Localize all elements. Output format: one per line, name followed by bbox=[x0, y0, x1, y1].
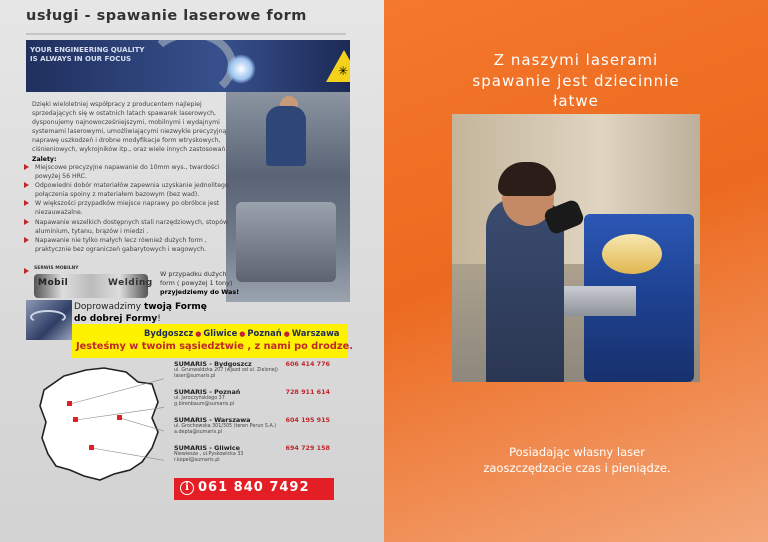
location-marker bbox=[89, 445, 94, 450]
branch-address: ul. Jaroczyńskiego 37 bbox=[174, 396, 225, 401]
mobile-welding-logo bbox=[24, 266, 153, 300]
poland-map bbox=[34, 362, 164, 486]
location-marker bbox=[73, 417, 78, 422]
car-shine bbox=[30, 310, 66, 324]
location-marker bbox=[67, 401, 72, 406]
note-line: W przypadku dużych bbox=[160, 270, 227, 278]
branch-email: g.birenbaum@sumaris.pl bbox=[174, 402, 235, 408]
invite-suffix: ! bbox=[157, 313, 161, 324]
branch-phone: 728 911 614 bbox=[285, 388, 330, 396]
list-item bbox=[24, 163, 234, 181]
branch-email: r.kopel@sumaris.pl bbox=[174, 458, 220, 464]
page-title bbox=[26, 8, 342, 34]
welding-hose-graphic bbox=[146, 40, 236, 92]
invite-bold: twoją Formę bbox=[143, 302, 207, 312]
invite-bold: do dobrej Formy bbox=[74, 313, 158, 324]
city-list bbox=[144, 328, 339, 338]
branch-address: Niewiesze , ul.Pyskowicka 33 bbox=[174, 452, 244, 457]
title-text: usługi - spawanie laserowe form bbox=[26, 8, 307, 24]
red-arrow-icon bbox=[24, 182, 29, 188]
branch-warszawa bbox=[174, 416, 350, 444]
list-item bbox=[24, 199, 234, 217]
logo-word-welding: Welding bbox=[108, 278, 153, 288]
red-arrow-icon bbox=[24, 164, 29, 170]
boy-at-laser-photo bbox=[452, 114, 700, 382]
technician-body bbox=[266, 106, 306, 166]
branch-gliwice bbox=[174, 444, 350, 472]
slogan: Posiadając własny laser zaoszczędzacie czas i pieniądze. bbox=[483, 445, 671, 475]
list-item-text: Napawanie nie tylko małych lecz również dużych form , praktycznie bez ograniczeń gabarytowych i wagowych. bbox=[35, 236, 207, 253]
mold-machine bbox=[236, 202, 336, 282]
branch-phone: 606 414 776 bbox=[285, 360, 330, 368]
city-name: Bydgoszcz bbox=[144, 328, 194, 338]
info-icon: i bbox=[180, 481, 194, 495]
note-bold: przyjedziemy do Was! bbox=[160, 287, 240, 296]
technician-photo bbox=[226, 92, 350, 302]
advantages-label: Zalety: bbox=[32, 155, 57, 163]
list-item-text: Odpowiedni dobór materiałów zapewnia uzyskanie jednolitego połączenia spoiny z materiałem bazowym (bez wad). bbox=[35, 182, 229, 199]
headline: Z naszymi laserami spawanie jest dziecinnie łatwe bbox=[472, 51, 680, 110]
list-item bbox=[24, 181, 234, 199]
title-divider bbox=[26, 33, 346, 35]
city-name: Gliwice bbox=[203, 328, 238, 338]
red-arrow-icon bbox=[24, 219, 29, 225]
list-item-text: Miejscowe precyzyjne napawanie do 10mm wys., twardości powyżej 56 HRC. bbox=[35, 164, 220, 181]
note-line: form ( powyżej 1 tony) bbox=[160, 278, 233, 287]
banner-image bbox=[26, 40, 350, 92]
red-arrow-icon bbox=[24, 237, 29, 243]
city-name: Warszawa bbox=[291, 328, 340, 338]
bullet-dot-icon: ● bbox=[283, 330, 290, 338]
branch-name: SUMARIS - Gliwice bbox=[174, 444, 240, 452]
advantages-list bbox=[24, 163, 234, 254]
locations-banner bbox=[72, 324, 353, 358]
branch-email: laser@sumaris.pl bbox=[174, 374, 216, 380]
laser-glow-graphic bbox=[226, 54, 256, 84]
branch-bydgoszcz bbox=[174, 360, 350, 388]
branch-phone: 604 195 915 bbox=[285, 416, 330, 424]
branch-name: SUMARIS - Bydgoszcz bbox=[174, 360, 252, 368]
near-you-text: Jesteśmy w twoim sąsiedztwie , z nami po drodze. bbox=[76, 341, 353, 352]
intro-paragraph bbox=[32, 100, 228, 164]
invite-text bbox=[74, 302, 274, 325]
mobile-note bbox=[160, 270, 244, 296]
list-item bbox=[24, 218, 234, 236]
branch-address: ul. Grunwaldzka 207 (wjazd od ul. Zielonej) bbox=[174, 368, 278, 373]
list-item-text: W większości przypadków miejsce naprawy po obróbce jest niezauważalne. bbox=[35, 200, 220, 217]
list-item-text: Napawanie wszelkich dostępnych stali narzędziowych, stopów aluminium, tytanu, brązów i miedzi . bbox=[35, 218, 229, 235]
bullet-dot-icon: ● bbox=[239, 330, 246, 338]
intro-text: Dzięki wieloletniej współpracy z producentem najlepiej sprzedających się w ostatnich latach spawarek laserowych, dysponujemy najnowocześniejszymi, mobilnymi i wydajnymi systemami laserowymi, umożliwiającymi niezwykle precyzyjną naprawę uszkodzeń i drobne modyfikacje form wtryskowych, ciśnieniowych, wykrojników itp., oraz wiele innych zastosowań. bbox=[32, 101, 228, 154]
mobile-service-label: SERWIS MOBILNY bbox=[34, 266, 79, 271]
machine-lamp bbox=[602, 234, 662, 274]
city-name: Poznań bbox=[247, 328, 282, 338]
branch-name: SUMARIS - Warszawa bbox=[174, 416, 251, 424]
branch-name: SUMARIS - Poznań bbox=[174, 388, 241, 396]
branch-email: a.depta@sumaris.pl bbox=[174, 430, 222, 436]
branch-phone: 694 729 158 bbox=[285, 444, 330, 452]
laser-hazard-icon: ✳ bbox=[326, 50, 350, 82]
info-phone-number: 061 840 7492 bbox=[198, 480, 310, 495]
branch-list bbox=[174, 360, 350, 472]
list-item bbox=[24, 236, 234, 254]
branch-poznan bbox=[174, 388, 350, 416]
red-arrow-icon bbox=[24, 268, 29, 274]
invite-prefix: Doprowadzimy bbox=[74, 302, 144, 312]
info-phone-bar bbox=[174, 478, 334, 500]
banner-tagline: YOUR ENGINEERING QUALITY IS ALWAYS IN OUR FOCUS bbox=[30, 46, 145, 63]
bullet-dot-icon: ● bbox=[195, 330, 202, 338]
red-arrow-icon bbox=[24, 200, 29, 206]
logo-word-mobil: Mobil bbox=[38, 278, 69, 288]
location-marker bbox=[117, 415, 122, 420]
branch-address: ul. Grochowska 301/305 (teren Perun S.A.) bbox=[174, 424, 277, 429]
car-photo bbox=[26, 300, 72, 340]
